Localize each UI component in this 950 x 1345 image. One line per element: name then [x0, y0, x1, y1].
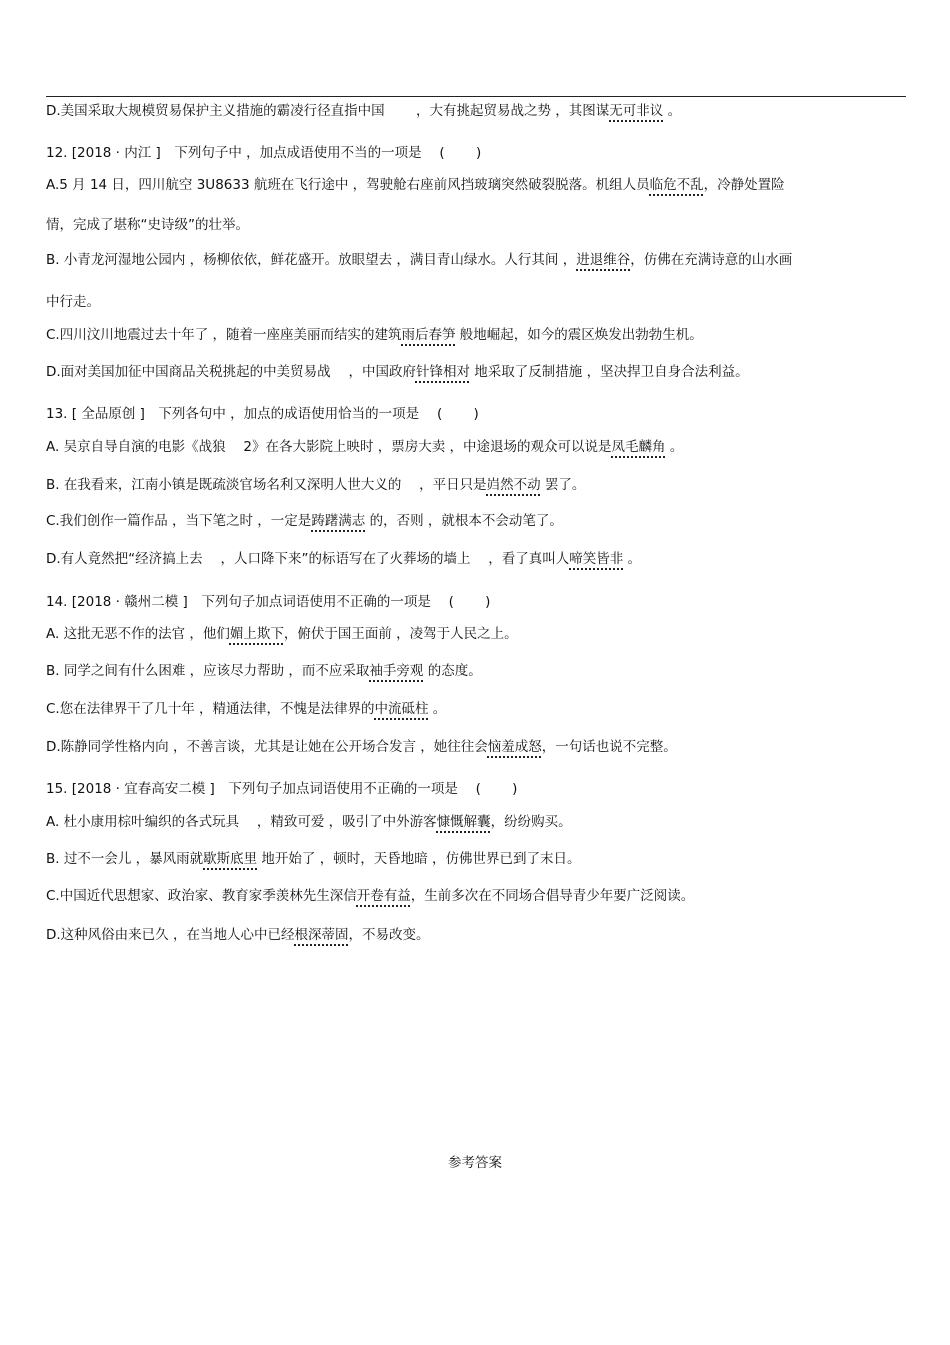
dotted-idiom: 恼羞成怒 [487, 739, 542, 755]
line-7: D.面对美国加征中国商品关税挑起的中美贸易战 ，中国政府针锋相对 地采取了反制措施 ，坚决捍卫自身合法利益。 [46, 364, 749, 380]
dotted-idiom: 凤毛麟角 [611, 439, 666, 455]
dotted-idiom: 袖手旁观 [369, 663, 424, 679]
line-19: A. 杜小康用棕叶编织的各式玩具 ，精致可爱 ，吸引了中外游客慷慨解囊，纷纷购买。 [46, 814, 572, 830]
dotted-idiom: 针锋相对 [415, 364, 470, 380]
dotted-idiom: 中流砥柱 [374, 701, 429, 717]
dotted-idiom: 岿然不动 [486, 477, 541, 493]
dotted-idiom: 啼笑皆非 [569, 551, 624, 567]
line-17: D.陈静同学性格内向 ，不善言谈，尤其是让她在公开场合发言 ，她往往会恼羞成怒，一句话也说不完整。 [46, 739, 677, 755]
line-6: C.四川汶川地震过去十年了 ，随着一座座美丽而结实的建筑雨后春笋 般地崛起，如今的震区焕发出勃勃生机。 [46, 327, 703, 343]
line-3: 情，完成了堪称“史诗级”的壮举。 [46, 217, 249, 233]
line-5: 中行走。 [46, 294, 100, 310]
line-11: C.我们创作一篇作品 ，当下笔之时 ，一定是踌躇满志 的，否则 ，就根本不会动笔了。 [46, 513, 563, 529]
dotted-idiom: 雨后春笋 [401, 327, 456, 343]
line-22: D.这种风俗由来已久 ，在当地人心中已经根深蒂固，不易改变。 [46, 927, 430, 943]
line-10: B. 在我看来，江南小镇是既疏淡官场名利又深明人世大义的 ，平日只是岿然不动 罢了。 [46, 477, 586, 493]
line-21: C.中国近代思想家、政治家、教育家季羡林先生深信开卷有益，生前多次在不同场合倡导青少年要广泛阅读。 [46, 888, 695, 904]
line-16: C.您在法律界干了几十年 ，精通法律，不愧是法律界的中流砥柱 。 [46, 701, 447, 717]
line-2: A.5 月 14 日，四川航空 3U8633 航班在飞行途中 ，驾驶舱右座前风挡玻璃突然破裂脱落。机组人员临危不乱，冷静处置险 [46, 177, 785, 193]
line-0: D.美国采取大规模贸易保护主义措施的霸凌行径直指中国 ，大有挑起贸易战之势 ，其图谋无可非议 。 [46, 103, 682, 119]
dotted-idiom: 无可非议 [609, 103, 664, 119]
dotted-idiom: 慷慨解囊 [436, 814, 491, 830]
dotted-idiom: 开卷有益 [356, 888, 411, 904]
dotted-idiom: 根深蒂固 [294, 927, 349, 943]
line-9: A. 吴京自导自演的电影《战狼 2》在各大影院上映时 ，票房大卖 ，中途退场的观众可以说是凤毛麟角 。 [46, 439, 684, 455]
question-14-stem: 14. [2018 · 赣州二模 ] 下列句子加点词语使用不正确的一项是 ( ) [46, 594, 491, 610]
reference-answer-heading: 参考答案 [448, 1155, 502, 1171]
line-12: D.有人竟然把“经济搞上去 ，人口降下来”的标语写在了火葬场的墙上 ，看了真叫人啼笑皆非 。 [46, 551, 642, 567]
dotted-idiom: 进退维谷 [576, 252, 631, 268]
dotted-idiom: 临危不乱 [649, 177, 704, 193]
dotted-idiom: 踌躇满志 [311, 513, 366, 529]
line-4: B. 小青龙河湿地公园内 ，杨柳依依，鲜花盛开。放眼望去 ，满目青山绿水。人行其间 ，进退维谷，仿佛在充满诗意的山水画 [46, 252, 793, 268]
question-13-stem: 13. [ 全品原创 ] 下列各句中 ，加点的成语使用恰当的一项是 ( ) [46, 406, 479, 422]
question-15-stem: 15. [2018 · 宜春高安二模 ] 下列句子加点词语使用不正确的一项是 ( ) [46, 781, 518, 797]
line-20: B. 过不一会儿 ，暴风雨就歇斯底里 地开始了 ，顿时，天昏地暗 ，仿佛世界已到了末日。 [46, 851, 581, 867]
top-rule [46, 96, 906, 97]
line-15: B. 同学之间有什么困难 ，应该尽力帮助 ，而不应采取袖手旁观 的态度。 [46, 663, 482, 679]
question-12-stem: 12. [2018 · 内江 ] 下列句子中 ，加点成语使用不当的一项是 ( ) [46, 145, 482, 161]
dotted-idiom: 媚上欺下 [229, 626, 284, 642]
dotted-idiom: 歇斯底里 [203, 851, 258, 867]
line-14: A. 这批无恶不作的法官 ，他们媚上欺下，俯伏于国王面前 ，凌驾于人民之上。 [46, 626, 518, 642]
